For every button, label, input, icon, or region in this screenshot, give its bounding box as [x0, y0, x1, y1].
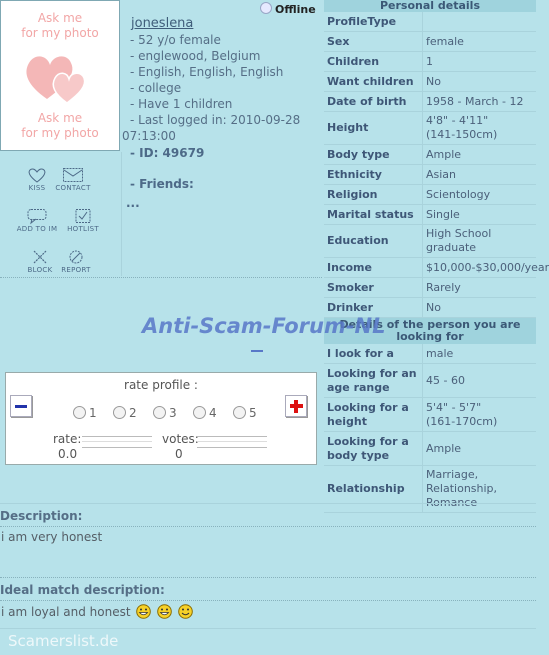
detail-value: Asian: [422, 165, 536, 184]
detail-row: [324, 398, 536, 432]
online-status: [260, 2, 316, 16]
detail-label: Marital status: [327, 207, 414, 221]
photo-request-text-bottom: Ask me for my photo: [21, 111, 99, 140]
detail-value: female: [422, 32, 536, 51]
rate-bar: [82, 436, 152, 448]
profile-id: - ID: 49679: [130, 146, 205, 160]
ideal-match-title: Ideal match description:: [0, 583, 165, 597]
detail-value: High School graduate: [422, 225, 536, 257]
block-label: BLOCK: [27, 266, 53, 274]
detail-label: Want children: [327, 74, 414, 88]
detail-label: Relationship: [327, 482, 405, 495]
hearts-icon: [23, 47, 95, 107]
detail-row: [324, 72, 536, 92]
detail-label: Date of birth: [327, 94, 407, 108]
report-no-icon: [67, 249, 85, 265]
hotlist-button[interactable]: [60, 208, 106, 233]
kiss-label: KISS: [28, 184, 46, 192]
detail-value: 45 - 60: [422, 364, 536, 397]
detail-label: I look for a: [327, 346, 394, 360]
detail-label: Sex: [327, 34, 350, 48]
detail-label: ProfileType: [327, 14, 397, 28]
divider-line: [0, 277, 322, 278]
detail-value: Ample: [422, 145, 536, 164]
envelope-icon: [62, 167, 84, 183]
detail-row: [324, 52, 536, 72]
detail-row: [324, 165, 536, 185]
detail-row: [324, 258, 549, 278]
friends-label: - Friends:: [130, 177, 194, 191]
report-label: REPORT: [61, 266, 91, 274]
contact-label: CONTACT: [55, 184, 91, 192]
detail-label: Income: [327, 260, 372, 274]
minus-icon: [15, 405, 27, 408]
rate-option-2[interactable]: 2: [113, 406, 137, 420]
rate-option-4[interactable]: 4: [193, 406, 217, 420]
detail-value: No: [422, 298, 536, 317]
detail-value: Single: [422, 205, 536, 224]
votes-bar: [197, 436, 267, 448]
detail-row: [324, 12, 536, 32]
detail-row: [324, 32, 536, 52]
report-button[interactable]: [53, 249, 99, 274]
username-link[interactable]: joneslena: [131, 16, 194, 31]
age-gender: - 52 y/o female: [130, 33, 221, 47]
detail-row: [324, 112, 536, 145]
description-title: Description:: [0, 509, 83, 523]
grin-smiley-icon: [136, 604, 151, 619]
detail-row: [324, 432, 536, 466]
detail-value: 4'8" - 4'11" (141-150cm): [422, 112, 536, 144]
detail-row: [324, 185, 536, 205]
detail-label: Looking for an age range: [327, 366, 417, 394]
rate-option-5[interactable]: 5: [233, 406, 257, 420]
ideal-match-underline: [0, 600, 536, 601]
detail-label: Looking for a body type: [327, 434, 409, 462]
column-divider: [121, 152, 122, 276]
add-to-im-label: ADD TO IM: [16, 225, 58, 233]
detail-row: [324, 225, 536, 258]
detail-label: Body type: [327, 147, 390, 161]
votes-label: votes:: [162, 432, 199, 446]
hotlist-label: HOTLIST: [67, 225, 99, 233]
looking-for-table: [324, 344, 536, 513]
detail-label: Ethnicity: [327, 167, 382, 181]
add-to-im-button[interactable]: [14, 208, 60, 233]
languages: - English, English, English: [130, 65, 284, 79]
profile-photo-placeholder: [0, 0, 120, 151]
section-divider: [0, 503, 536, 504]
detail-row: [324, 278, 536, 298]
detail-value: Rarely: [422, 278, 536, 297]
contact-button[interactable]: [50, 167, 96, 192]
rating-panel: [5, 372, 317, 465]
detail-value: male: [422, 344, 536, 363]
rate-option-3[interactable]: 3: [153, 406, 177, 420]
last-logged-in: - Last logged in: 2010-09-28: [130, 113, 301, 127]
detail-label: Smoker: [327, 280, 374, 294]
detail-row: [324, 466, 536, 513]
education-summary: - college: [130, 81, 182, 95]
detail-row: [324, 145, 536, 165]
detail-value: Marriage, Relationship, Romance: [422, 466, 536, 512]
block-x-icon: [31, 249, 49, 265]
watermark-dash: [251, 350, 263, 352]
divider-line: [0, 577, 536, 578]
detail-label: Children: [327, 54, 380, 68]
detail-row: [324, 92, 536, 112]
description-underline: [0, 526, 536, 527]
children-summary: - Have 1 children: [130, 97, 233, 111]
personal-details-table: [324, 12, 549, 318]
grin-smiley-icon: [157, 604, 172, 619]
votes-value: 0: [175, 447, 183, 461]
detail-value: No: [422, 72, 536, 91]
heart-outline-icon: [27, 167, 47, 183]
detail-row: [324, 364, 536, 398]
ideal-match-line: [1, 604, 193, 619]
rate-value: 0.0: [58, 447, 78, 461]
footer-watermark: Scamerslist.de: [8, 632, 119, 650]
detail-label: Looking for a height: [327, 400, 409, 428]
checkbox-icon: [74, 208, 92, 224]
rate-profile-title: rate profile :: [124, 378, 198, 392]
ideal-match-text: i am loyal and honest: [1, 605, 131, 619]
detail-value: 1958 - March - 12: [422, 92, 536, 111]
detail-row: [324, 205, 536, 225]
watermark-text: Anti-Scam-Forum-NL: [142, 314, 386, 338]
detail-value: 5'4" - 5'7" (161-170cm): [422, 398, 536, 431]
detail-label: Height: [327, 121, 369, 134]
detail-row: [324, 344, 536, 364]
status-label: Offline: [275, 3, 316, 16]
friends-more: ...: [126, 196, 140, 210]
last-logged-time: 07:13:00: [122, 129, 176, 143]
detail-label: Religion: [327, 187, 378, 201]
rate-label: rate:: [53, 432, 82, 446]
photo-request-text-top: Ask me for my photo: [21, 11, 99, 40]
footer-divider: [0, 628, 536, 629]
smile-smiley-icon: [178, 604, 193, 619]
detail-label: Education: [327, 234, 389, 247]
detail-value: 1: [422, 52, 536, 71]
rate-down-button[interactable]: [10, 395, 32, 417]
personal-details-header: Personal details: [324, 0, 536, 12]
detail-value: Ample: [422, 432, 536, 465]
description-text: i am very honest: [1, 530, 103, 544]
rate-up-button[interactable]: [285, 395, 307, 417]
chat-bubble-icon: [26, 208, 48, 224]
rate-option-1[interactable]: 1: [73, 406, 97, 420]
status-dot-icon: [260, 2, 272, 14]
detail-value: Scientology: [422, 185, 536, 204]
location: - englewood, Belgium: [130, 49, 261, 63]
detail-label: Drinker: [327, 300, 374, 314]
detail-value: [422, 12, 536, 31]
details-panel: [324, 0, 549, 513]
detail-value: $10,000-$30,000/year: [422, 258, 549, 277]
looking-for-header: Details of the person you are looking for: [324, 318, 536, 344]
